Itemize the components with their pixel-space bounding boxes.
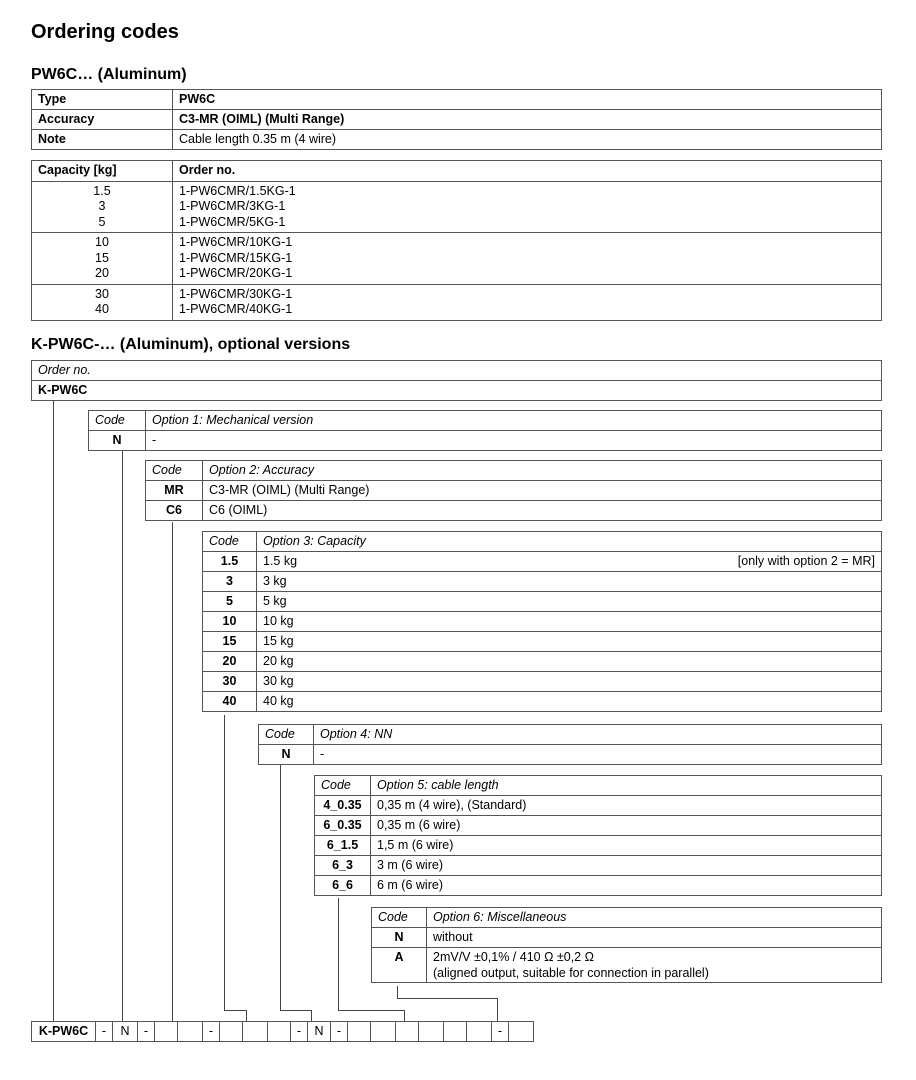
- option5-table: [314, 775, 882, 896]
- capacity-value: 10: [95, 235, 109, 249]
- option-code: 6_0.35: [315, 816, 371, 836]
- code-bar-cell: -: [202, 1021, 219, 1042]
- capacity-cell: [32, 181, 173, 233]
- option1-table: [88, 410, 882, 451]
- option-desc: 1,5 m (6 wire): [371, 836, 882, 856]
- info-table: [31, 89, 882, 150]
- code-bar-cell: [154, 1021, 177, 1042]
- order-no-value: K-PW6C: [32, 381, 882, 401]
- option-desc: 6 m (6 wire): [371, 876, 882, 896]
- code-header: Code: [203, 532, 257, 552]
- option-code: C6: [146, 501, 203, 521]
- option-desc: without: [427, 928, 882, 948]
- connector-line: [246, 1010, 247, 1021]
- code-bar-cell: -: [491, 1021, 508, 1042]
- order-header: Order no.: [173, 161, 882, 182]
- code-bar-cell: -: [330, 1021, 347, 1042]
- capacity-table: [31, 160, 882, 321]
- order-cell: [173, 181, 882, 233]
- option-title: Option 2: Accuracy: [203, 461, 882, 481]
- option-code: 5: [203, 592, 257, 612]
- option-desc: 0,35 m (6 wire): [371, 816, 882, 836]
- connector-line: [397, 998, 497, 999]
- option-code: 1.5: [203, 552, 257, 572]
- code-header: Code: [259, 725, 314, 745]
- info-label: Accuracy: [32, 110, 173, 130]
- option-title: Option 4: NN: [314, 725, 882, 745]
- code-header: Code: [315, 776, 371, 796]
- option-code: N: [259, 745, 314, 765]
- option-desc-cell: [257, 552, 882, 572]
- option-desc: 0,35 m (4 wire), (Standard): [371, 796, 882, 816]
- option2-table: [145, 460, 882, 521]
- code-header: Code: [146, 461, 203, 481]
- option-desc: 10 kg: [257, 612, 882, 632]
- option-code: A: [372, 948, 427, 983]
- capacity-value: 40: [95, 302, 109, 316]
- connector-line: [338, 898, 339, 1011]
- order-value: 1-PW6CMR/40KG-1: [179, 302, 293, 316]
- option-code: MR: [146, 481, 203, 501]
- option-desc: 20 kg: [257, 652, 882, 672]
- code-bar-cell: [508, 1021, 534, 1042]
- option-desc: 2mV/V ±0,1% / 410 Ω ±0,2 Ω: [433, 950, 594, 964]
- order-value: 1-PW6CMR/30KG-1: [179, 286, 293, 301]
- option-code: 6_1.5: [315, 836, 371, 856]
- option-code: 6_3: [315, 856, 371, 876]
- code-bar-cell: [395, 1021, 418, 1042]
- option-code: N: [372, 928, 427, 948]
- option-code: N: [89, 431, 146, 451]
- order-no-table: [31, 360, 882, 401]
- option-desc: C6 (OIML): [203, 501, 882, 521]
- option-code: 6_6: [315, 876, 371, 896]
- order-value: 1-PW6CMR/3KG-1: [179, 199, 286, 213]
- capacity-value: 5: [98, 214, 106, 229]
- order-value: 1-PW6CMR/1.5KG-1: [179, 183, 296, 198]
- option6-table: [371, 907, 882, 983]
- option-desc-cell: [427, 948, 882, 983]
- info-value: Cable length 0.35 m (4 wire): [173, 130, 882, 150]
- capacity-value: 30: [95, 286, 109, 301]
- option-desc: C3-MR (OIML) (Multi Range): [203, 481, 882, 501]
- connector-line: [122, 451, 123, 1021]
- option-code: 3: [203, 572, 257, 592]
- code-bar-cell: [466, 1021, 491, 1042]
- code-header: Code: [89, 411, 146, 431]
- option-desc: 3 kg: [257, 572, 882, 592]
- code-bar-cell: [267, 1021, 290, 1042]
- order-value: 1-PW6CMR/5KG-1: [179, 214, 286, 229]
- option-desc: 1.5 kg: [263, 554, 298, 568]
- info-label: Type: [32, 90, 173, 110]
- connector-line: [338, 1010, 404, 1011]
- option-code: 30: [203, 672, 257, 692]
- code-bar-cell: N: [307, 1021, 330, 1042]
- code-bar-cell: -: [95, 1021, 112, 1042]
- connector-line: [53, 400, 54, 1021]
- code-bar-cell: [177, 1021, 202, 1042]
- section1-heading: PW6C… (Aluminum): [31, 66, 187, 83]
- info-value: PW6C: [173, 90, 882, 110]
- order-value: 1-PW6CMR/15KG-1: [179, 250, 293, 265]
- order-value: 1-PW6CMR/20KG-1: [179, 266, 293, 280]
- code-bar-cell: N: [112, 1021, 137, 1042]
- connector-line: [224, 1010, 246, 1011]
- code-header: Code: [372, 908, 427, 928]
- capacity-cell: [32, 233, 173, 285]
- option-desc: 15 kg: [257, 632, 882, 652]
- option-code: 15: [203, 632, 257, 652]
- order-code-bar: [31, 1021, 534, 1042]
- code-bar-cell: [347, 1021, 370, 1042]
- capacity-value: 20: [95, 266, 109, 280]
- capacity-cell: [32, 284, 173, 320]
- code-bar-cell: -: [290, 1021, 307, 1042]
- connector-line: [497, 998, 498, 1021]
- connector-line: [311, 1010, 312, 1021]
- option-code: 10: [203, 612, 257, 632]
- connector-line: [172, 522, 173, 1021]
- option-title: Option 6: Miscellaneous: [427, 908, 882, 928]
- option-desc: 40 kg: [257, 692, 882, 712]
- option-code: 40: [203, 692, 257, 712]
- option-title: Option 1: Mechanical version: [146, 411, 882, 431]
- capacity-value: 1.5: [93, 183, 111, 198]
- order-value: 1-PW6CMR/10KG-1: [179, 235, 293, 249]
- option-title: Option 5: cable length: [371, 776, 882, 796]
- page-title: Ordering codes: [31, 21, 179, 43]
- order-no-label: Order no.: [32, 361, 882, 381]
- code-bar-cell: [443, 1021, 466, 1042]
- option3-table: [202, 531, 882, 712]
- info-label: Note: [32, 130, 173, 150]
- connector-line: [224, 715, 225, 1010]
- option-desc: 30 kg: [257, 672, 882, 692]
- option-desc: 3 m (6 wire): [371, 856, 882, 876]
- connector-line: [397, 986, 398, 998]
- connector-line: [280, 765, 281, 1010]
- capacity-header: Capacity [kg]: [32, 161, 173, 182]
- option-desc: -: [146, 431, 882, 451]
- option-desc-detail: (aligned output, suitable for connection in parallel): [433, 966, 709, 980]
- info-value: C3-MR (OIML) (Multi Range): [173, 110, 882, 130]
- option-code: 20: [203, 652, 257, 672]
- option4-table: [258, 724, 882, 765]
- capacity-value: 15: [95, 250, 109, 265]
- order-cell: [173, 233, 882, 285]
- capacity-value: 3: [98, 199, 106, 213]
- code-bar-cell: K-PW6C: [31, 1021, 95, 1042]
- order-cell: [173, 284, 882, 320]
- code-bar-cell: [370, 1021, 395, 1042]
- option-desc: 5 kg: [257, 592, 882, 612]
- section2-heading: K-PW6C-… (Aluminum), optional versions: [31, 336, 351, 353]
- code-bar-cell: -: [137, 1021, 154, 1042]
- option-desc: -: [314, 745, 882, 765]
- option-code: 4_0.35: [315, 796, 371, 816]
- connector-line: [404, 1010, 405, 1021]
- code-bar-cell: [418, 1021, 443, 1042]
- option-note: [only with option 2 = MR]: [737, 554, 875, 568]
- connector-line: [280, 1010, 311, 1011]
- option-title: Option 3: Capacity: [257, 532, 882, 552]
- code-bar-cell: [219, 1021, 242, 1042]
- code-bar-cell: [242, 1021, 267, 1042]
